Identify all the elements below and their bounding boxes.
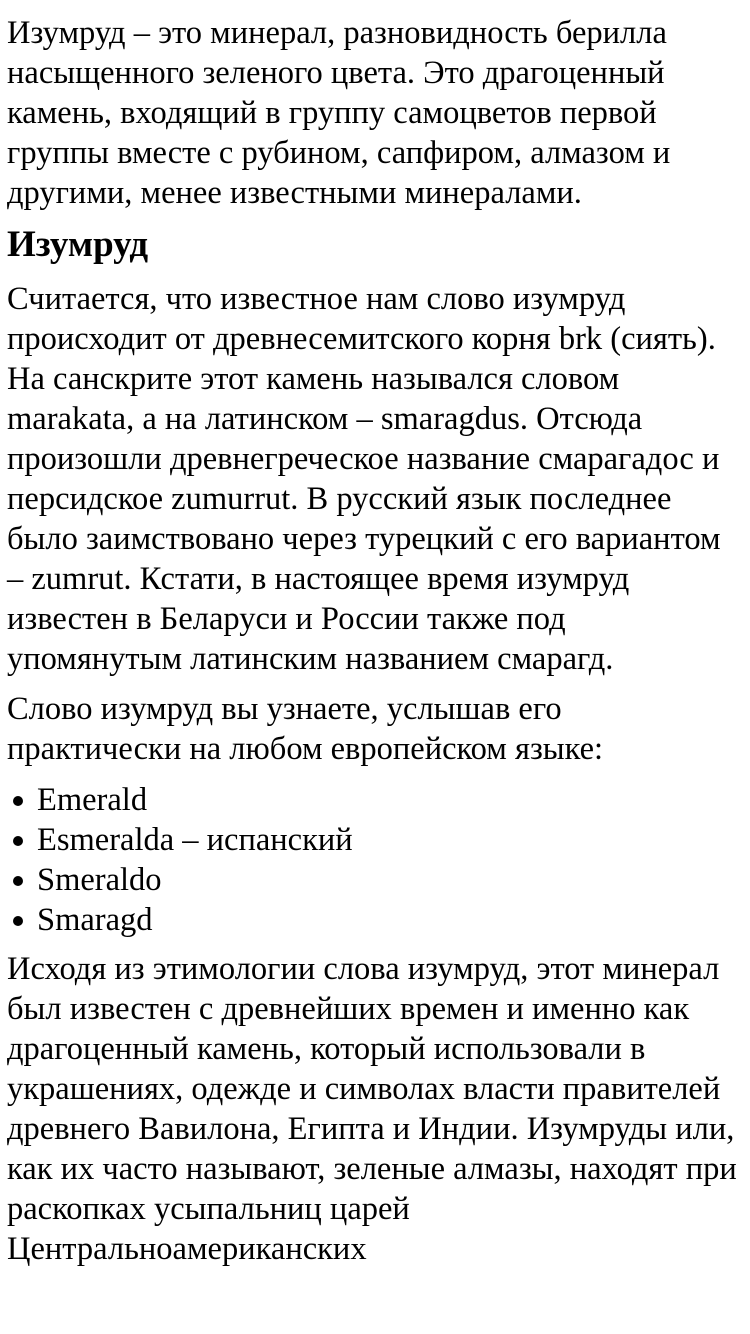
bullet-icon	[13, 876, 23, 886]
word-intro-paragraph: Слово изумруд вы узнаете, услышав его практически на любом европейском языке:	[7, 691, 604, 767]
list-item	[7, 780, 742, 820]
section-heading: Изумруд	[7, 224, 149, 265]
bullet-icon	[13, 796, 23, 806]
list-item-text: Smaragd	[37, 902, 153, 938]
list-item	[7, 860, 742, 900]
list-item	[7, 900, 742, 940]
word-list	[7, 780, 742, 940]
etymology-paragraph: Считается, что известное нам слово изумруд происходит от древнесемитского корня brk (сиять). На санскрите этот камень назывался словом marakata, а на латинском – smaragdus. Отсюда произошли древнегреческое название смарагадос и персидское zumurrut. В русский язык последнее было заимствовано через турецкий с его вариантом – zumrut. Кстати, в настоящее время изумруд известен в Беларуси и России также под упомянутым латинским названием смарагд.	[7, 281, 721, 677]
list-item-text: Emerald	[37, 782, 148, 818]
list-item-text: Smeraldo	[37, 862, 162, 898]
history-paragraph: Исходя из этимологии слова изумруд, этот минерал был известен с древнейших времен и именно как драгоценный камень, который использовали в украшениях, одежде и символах власти правителей древнего Вавилона, Египта и Индии. Изумруды или, как их часто называют, зеленые алмазы, находят при раскопках усыпальниц царей Центральноамериканских	[7, 951, 737, 1267]
bullet-icon	[13, 916, 23, 926]
list-item	[7, 820, 742, 860]
list-item-text: Esmeralda – испанский	[37, 822, 353, 858]
article	[7, 13, 742, 1269]
intro-paragraph: Изумруд – это минерал, разновидность берилла насыщенного зеленого цвета. Это драгоценный камень, входящий в группу самоцветов первой группы вместе с рубином, сапфиром, алмазом и другими, менее известными минералами.	[7, 15, 671, 211]
bullet-icon	[13, 836, 23, 846]
